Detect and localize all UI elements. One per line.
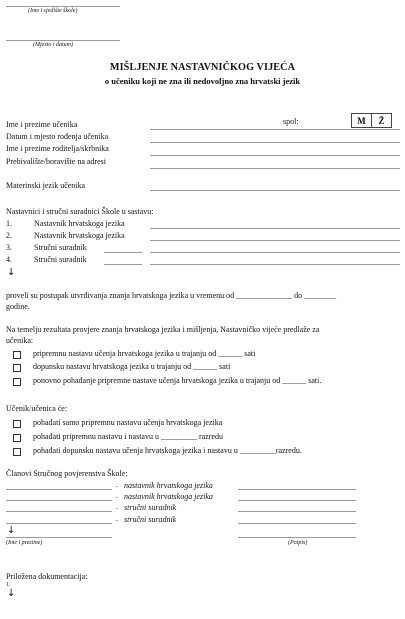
name-caption: (Ime i prezime) <box>6 540 43 546</box>
native-language-line[interactable] <box>150 190 400 191</box>
committee-role-1: nastavnik hrvatskoga jezika <box>124 481 213 490</box>
procedure-line-1: proveli su postupak utvrđivanja znanja hrvatskoga jezika u vremenu od ______________ do ________ <box>6 291 337 300</box>
student-name-line[interactable] <box>150 129 400 130</box>
committee-bullet-4: . <box>116 514 118 523</box>
teacher-row-4-label: Stručni suradnik <box>34 255 87 264</box>
student-will-option-2-label: pohađati pripremnu nastavu i nastavu u _________ razredu <box>33 432 223 441</box>
proposal-option-2-checkbox[interactable] <box>13 364 21 372</box>
committee-signature-line-3[interactable] <box>238 511 356 512</box>
teacher-row-4-line[interactable] <box>150 264 400 265</box>
teacher-row-4-short-line[interactable] <box>104 264 142 265</box>
document-subtitle: o učeniku koji ne zna ili nedovoljno zna hrvatski jezik <box>104 76 301 86</box>
committee-name-line-1[interactable] <box>6 489 112 490</box>
attachments-intro: Priložena dokumentacija: <box>6 572 88 581</box>
signature-caption-line <box>238 537 356 538</box>
document-title: MIŠLJENJE NASTAVNIČKOG VIJEĆA <box>109 62 296 73</box>
native-language-label: Materinski jezik učenika <box>6 181 86 190</box>
address-line[interactable] <box>150 168 400 169</box>
teacher-row-4-num: 4. <box>6 255 12 264</box>
student-will-option-1-checkbox[interactable] <box>13 420 21 428</box>
committee-signature-line-4[interactable] <box>238 523 356 524</box>
signature-caption: (Potpis) <box>288 540 308 546</box>
sex-label: spol: <box>283 117 299 126</box>
teacher-row-2-label: Nastavnik hrvatskoga jezika <box>34 231 125 240</box>
teacher-row-1-label: Nastavnik hrvatskoga jezika <box>34 219 125 228</box>
proposal-intro-2: učenika: <box>6 336 34 345</box>
birth-line[interactable] <box>150 142 400 143</box>
add-teacher-arrow-icon[interactable]: ↓ <box>7 267 16 278</box>
student-name-label: Ime i prezime učenika <box>6 120 78 129</box>
teacher-row-3-line[interactable] <box>150 252 400 253</box>
committee-bullet-2: . <box>116 491 118 500</box>
teachers-intro: Nastavnici i stručni suradnici Škole u sastavu: <box>6 207 154 216</box>
place-date-line <box>6 40 120 41</box>
student-will-option-3-checkbox[interactable] <box>13 448 21 456</box>
add-committee-member-arrow-icon[interactable]: ↓ <box>7 525 16 536</box>
sex-option-m[interactable]: M <box>357 115 366 126</box>
student-will-option-2-checkbox[interactable] <box>13 434 21 442</box>
name-caption-line <box>6 537 112 538</box>
teacher-row-3-label: Stručni suradnik <box>34 243 87 252</box>
address-label: Prebivalište/boravište na adresi <box>6 157 106 166</box>
proposal-option-1-label: pripremnu nastavu učenja hrvatskoga jezika u trajanju od ______ sati <box>33 349 256 358</box>
sex-selector[interactable] <box>351 113 392 128</box>
committee-bullet-3: . <box>116 502 118 511</box>
proposal-intro-1: Na temelju rezultata provjere znanja hrvatskoga jezika i mišljenja, Nastavničko vijeće predlaže za <box>6 325 320 334</box>
procedure-line-2: godine. <box>6 302 30 311</box>
proposal-option-1-checkbox[interactable] <box>13 351 21 359</box>
student-will-option-3-label: pohađati dopunsku nastavu učenja hrvatskoga jezika i nastavu u _________razredu. <box>33 446 302 455</box>
birth-label: Datum i mjesto rođenja učenika <box>6 132 109 141</box>
committee-name-line-4[interactable] <box>6 523 112 524</box>
committee-role-2: nastavnik hrvatskoga jezika <box>124 492 213 501</box>
proposal-option-2-label: dopunsku nastavu hrvatskoga jezika u trajanju od ______ sati <box>33 362 231 371</box>
student-will-option-1-label: pohađati samo pripremnu nastavu učenja hrvatskoga jezika <box>33 418 223 427</box>
committee-name-line-2[interactable] <box>6 500 112 501</box>
place-date-caption: (Mjesto i datum) <box>33 42 73 48</box>
teacher-row-1-num: 1. <box>6 219 12 228</box>
proposal-option-3-label: ponovno pohađanje pripremne nastave učenja hrvatskoga jezika u trajanju od ______ sati. <box>33 376 322 385</box>
committee-name-line-3[interactable] <box>6 511 112 512</box>
parent-line[interactable] <box>150 155 400 156</box>
proposal-option-3-checkbox[interactable] <box>13 378 21 386</box>
attachment-1-num: 1. <box>6 582 11 588</box>
committee-signature-line-1[interactable] <box>238 489 356 490</box>
sex-option-f[interactable]: Ž <box>371 114 391 127</box>
school-caption: (Ime i sjedište škole) <box>28 8 78 14</box>
teacher-row-1-line[interactable] <box>150 228 400 229</box>
committee-bullet-1: . <box>116 480 118 489</box>
committee-signature-line-2[interactable] <box>238 500 356 501</box>
committee-role-4: stručni suradnik <box>124 515 177 524</box>
teacher-row-3-short-line[interactable] <box>104 252 142 253</box>
committee-intro: Članovi Stručnog povjerenstva Škole: <box>6 469 128 478</box>
committee-role-3: stručni suradnik <box>124 503 177 512</box>
teacher-row-3-num: 3. <box>6 243 12 252</box>
parent-label: Ime i prezime roditelja/skrbnika <box>6 144 109 153</box>
teacher-row-2-num: 2. <box>6 231 12 240</box>
student-will-intro: Učenik/učenica će: <box>6 404 68 413</box>
teacher-row-2-line[interactable] <box>150 240 400 241</box>
school-line <box>6 6 120 7</box>
add-attachment-arrow-icon[interactable]: ↓ <box>7 588 16 599</box>
